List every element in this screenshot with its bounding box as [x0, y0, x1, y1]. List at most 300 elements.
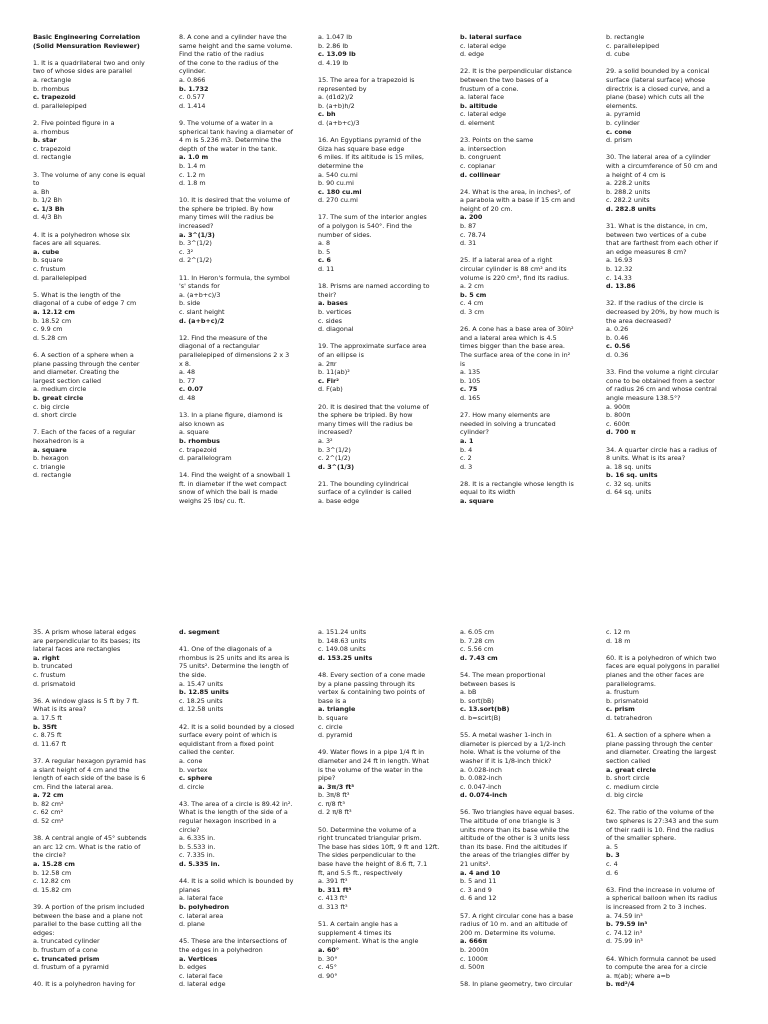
question-stem-line: diagonal of a cube of edge 7 cm: [33, 299, 137, 308]
answer-option: a. 0.028-inch: [460, 765, 502, 774]
answer-option: a. 6.335 in.: [179, 834, 216, 843]
answer-option: a. rhombus: [33, 127, 70, 136]
answer-option: d. frustum of a pyramid: [33, 963, 109, 972]
question-stem-line: 58. In plane geometry, two circular: [460, 980, 573, 989]
question-stem-line: the sphere be tripled. By how: [179, 204, 274, 213]
answer-option: a. 6.05 cm: [460, 628, 494, 636]
question-item: [606, 368, 768, 437]
question-stem-line: is increased from 2 to 3 inches.: [606, 903, 707, 911]
correct-answer-option: b. polyhedron: [179, 903, 230, 911]
correct-answer-option: b. great circle: [33, 393, 84, 402]
question-stem-line: weighs 25 lbs/ cu. ft.: [179, 497, 246, 506]
question-stem-line: plane (base) which cuts all the: [606, 93, 705, 102]
question-stem-line: lateral faces are rectangles: [33, 645, 121, 654]
question-stem-line: two of whose sides are parallel: [33, 67, 132, 76]
answer-option: a. lateral face: [179, 894, 224, 903]
question-stem-line: 31. What is the distance, in cm,: [606, 222, 708, 231]
correct-answer-option: d. 5.335 in.: [179, 860, 220, 869]
question-stem-line: 56. Two triangles have equal bases.: [460, 808, 575, 817]
question-stem-line: angle measure 138.5°?: [606, 393, 681, 402]
question-stem-line: of radius 26 cm and whose central: [606, 385, 717, 394]
answer-option: b. frustum of a cone: [33, 945, 98, 954]
question-stem-line: many times will the radius be: [318, 419, 413, 428]
question-item: [179, 723, 312, 792]
question-item: [318, 342, 458, 394]
question-stem-line: 48. Every section of a cone made: [318, 670, 426, 679]
answer-option: c. π/8 ft³: [318, 799, 345, 808]
question-item: [179, 937, 312, 989]
answer-option: b. 12.32: [606, 265, 633, 274]
correct-answer-option: a. 12.12 cm: [33, 308, 75, 316]
question-stem-line: 19. The approximate surface area: [318, 342, 427, 351]
answer-option: c. 62 cm²: [33, 808, 64, 817]
page-top-band: [0, 33, 768, 610]
question-item: [318, 213, 458, 273]
answer-option: c. big circle: [33, 402, 70, 411]
question-item: [606, 33, 768, 59]
correct-answer-option: c. truncated prism: [33, 954, 100, 963]
answer-option: a. 540 cu.mi: [318, 170, 358, 179]
question-stem-line: 27. How many elements are: [460, 411, 551, 420]
question-stem-line: Giza has square base edge: [318, 144, 405, 153]
answer-option: d. 270 cu.mi: [318, 196, 358, 205]
answer-option: b. 77: [179, 376, 196, 385]
question-item: [33, 59, 166, 111]
answer-option: c. 2: [460, 454, 472, 463]
question-item: [318, 136, 458, 205]
question-item: [318, 920, 458, 980]
question-item: [318, 33, 458, 67]
answer-option: a. bB: [460, 688, 477, 697]
answer-option: b. (a+b)h/2: [318, 101, 355, 110]
question-stem-line: 12. Find the measure of the: [179, 333, 268, 342]
question-item: [33, 171, 166, 223]
answer-option: d. 0.36: [606, 350, 629, 359]
answer-option: d. plane: [179, 920, 205, 929]
correct-answer-option: b. 5 cm: [460, 290, 487, 299]
answer-option: c. 78.74: [460, 230, 486, 239]
answer-option: c. trapezoid: [179, 445, 217, 454]
correct-answer-option: c. 13.09 lb: [318, 50, 356, 59]
answer-option: d. 12.58 units: [179, 705, 224, 714]
answer-option: a. 151.24 units: [318, 628, 367, 636]
question-item: [606, 446, 768, 498]
correct-answer-option: a. 666π: [460, 937, 488, 946]
answer-option: d. parallelepiped: [33, 273, 87, 282]
answer-option: d. 4/3 Bh: [33, 213, 62, 222]
answer-option: b. 0.082-inch: [460, 774, 503, 783]
correct-answer-option: b. rhombus: [179, 436, 220, 445]
answer-option: b. 87: [460, 222, 477, 231]
question-stem-line: snow of which the ball is made: [179, 488, 278, 497]
question-item: [606, 731, 768, 800]
question-item: [460, 325, 605, 402]
answer-option: d. F(ab): [318, 385, 343, 394]
answer-option: c. 3²: [179, 247, 194, 256]
question-stem-line: units more than its base while the: [460, 825, 570, 834]
answer-option: d. 64 sq. units: [606, 488, 652, 497]
answer-option: c. lateral edge: [460, 41, 507, 50]
question-stem-line: is the volume of the water in the: [318, 765, 423, 774]
answer-option: d. 3: [460, 462, 473, 471]
answer-option: c. 1.2 m: [179, 170, 205, 179]
question-item: [318, 826, 458, 912]
question-item: [460, 256, 605, 316]
question-item: [318, 480, 458, 506]
question-stem-line: parallelograms.: [606, 679, 656, 688]
correct-answer-option: a. cube: [33, 247, 60, 256]
page-bottom-band: [0, 628, 768, 1024]
correct-answer-option: a. Vertices: [179, 954, 218, 963]
question-item: [460, 808, 605, 903]
question-stem-line: 8. A cone and a cylinder have the: [179, 33, 287, 41]
answer-option: b. 3^(1/2): [179, 239, 212, 248]
answer-option: d. cube: [606, 50, 630, 59]
question-stem-line: and a lateral area which is 4.5: [460, 333, 557, 342]
page-column: [312, 628, 458, 1024]
question-item: [179, 471, 312, 505]
answer-option: d. 313 ft³: [318, 903, 348, 911]
answer-option: c. circle: [318, 722, 343, 731]
question-item: [460, 628, 605, 662]
question-stem-line: The base has sides 10ft, 9 ft and 12ft.: [318, 842, 440, 851]
question-stem-line: a spherical balloon when its radius: [606, 894, 718, 903]
correct-answer-option: b. 79.59 in³: [606, 920, 648, 929]
answer-option: c. frustum: [33, 265, 66, 274]
question-stem-line: 3. The volume of any cone is equal: [33, 170, 146, 179]
answer-option: d. element: [460, 118, 495, 127]
question-stem-line: volume is 220 cm³, find its radius.: [460, 273, 570, 282]
question-stem-line: surface (lateral surface) whose: [606, 75, 706, 84]
question-item: [179, 274, 312, 326]
question-stem-line: a slant height of 4 cm and the: [33, 765, 130, 774]
answer-option: a. 135: [460, 368, 481, 377]
question-item: [33, 291, 166, 343]
question-stem-line: 28. It is a rectangle whose length is: [460, 479, 574, 488]
correct-answer-option: d. 13.86: [606, 282, 636, 291]
question-stem-line: 4 m is 5.236 m3. Determine the: [179, 136, 282, 145]
correct-answer-option: a. 60°: [318, 945, 340, 954]
question-item: [460, 188, 605, 248]
answer-option: d. 6 and 12: [460, 894, 497, 903]
question-item: [460, 912, 605, 972]
question-item: [179, 628, 312, 637]
answer-option: d. 90°: [318, 971, 338, 980]
question-item: [33, 697, 166, 749]
answer-option: b. 0.46: [606, 333, 629, 342]
answer-option: b. hexagon: [33, 454, 69, 463]
question-item: [606, 299, 768, 359]
question-stem-line: a height of 4 cm is: [606, 170, 666, 179]
question-stem-line: with a circumference of 50 cm and: [606, 161, 718, 170]
question-stem-line: 23. Points on the same: [460, 136, 534, 145]
page-column: [458, 33, 605, 610]
answer-option: c. 149.08 units: [318, 645, 366, 654]
question-stem-line: 22. It is the perpendicular distance: [460, 67, 572, 76]
correct-answer-option: a. 3^(1/3): [179, 230, 215, 239]
answer-option: b. cylinder: [606, 118, 640, 127]
answer-option: c. triangle: [33, 462, 66, 471]
answer-option: d. 6: [606, 868, 619, 877]
question-item: [460, 731, 605, 800]
answer-option: a. intersection: [460, 144, 506, 153]
question-stem-line: to: [33, 179, 40, 188]
answer-option: b. 2000π: [460, 945, 489, 954]
question-stem-line: 32. If the radius of the circle is: [606, 299, 704, 308]
question-stem-line: The sides perpendicular to the: [318, 851, 416, 860]
question-stem-line: 61. A section of a sphere when a: [606, 731, 711, 740]
question-stem-line: determine the: [318, 161, 364, 170]
correct-answer-option: b. 3: [606, 851, 620, 860]
correct-answer-option: c. 1/3 Bh: [33, 204, 65, 213]
question-stem-line: equidistant from a fixed point: [179, 739, 274, 748]
question-stem-line: 54. The mean proportional: [460, 670, 546, 679]
question-stem-line: 18. Prisms are named according to: [318, 282, 430, 291]
question-stem-line: height of 20 cm.: [460, 204, 513, 213]
correct-answer-option: a. great circle: [606, 765, 657, 774]
answer-option: b. 105: [460, 376, 481, 385]
answer-option: b. truncated: [33, 662, 73, 671]
question-stem-line: edges:: [33, 928, 55, 937]
question-stem-line: 50. Determine the volume of a: [318, 825, 417, 834]
answer-option: c. coplanar: [460, 161, 496, 170]
question-stem-line: that are farthest from each other if: [606, 239, 718, 248]
question-stem-line: two spheres is 27:343 and the sum: [606, 817, 719, 826]
answer-option: b. square: [33, 256, 63, 265]
question-stem-line: than its base. Find the altitudes if: [460, 842, 568, 851]
question-stem-line: 21 units².: [460, 860, 491, 869]
correct-answer-option: b. altitude: [460, 101, 498, 110]
question-stem-line: 38. A central angle of 45° subtends: [33, 834, 147, 843]
correct-answer-option: d. (a+b+c)/2: [179, 316, 225, 325]
question-item: [33, 834, 166, 894]
answer-option: c. 7.335 in.: [179, 851, 215, 860]
question-stem-line: 36. A window glass is 5 ft by 7 ft.: [33, 696, 139, 705]
question-item: [318, 628, 458, 662]
question-stem-line: of an ellipse is: [318, 350, 364, 359]
answer-option: a. 3²: [318, 436, 333, 445]
answer-option: d. rectangle: [33, 471, 72, 480]
correct-answer-option: b. 311 ft³: [318, 885, 352, 894]
question-stem-line: 2. Five pointed figure in a: [33, 118, 115, 127]
answer-option: c. 0.577: [179, 93, 205, 102]
answer-option: d. 18 m: [606, 636, 631, 645]
document-title-line: (Solid Mensuration Reviewer): [33, 41, 140, 50]
question-stem-line: 7. Each of the faces of a regular: [33, 428, 136, 437]
answer-option: b. 1.4 m: [179, 161, 206, 170]
answer-option: a. 48: [179, 368, 196, 377]
question-item: [33, 351, 166, 420]
question-stem-line: of the smaller sphere.: [606, 834, 677, 843]
question-item: [33, 903, 166, 972]
answer-option: c. medium circle: [606, 782, 659, 791]
correct-answer-option: b. 35ft: [33, 722, 57, 731]
answer-option: b. 5.533 in.: [179, 842, 216, 851]
page-column: [458, 628, 605, 1024]
question-stem-line: cone to be obtained from a sector: [606, 376, 715, 385]
answer-option: b. 12.58 cm: [33, 868, 72, 877]
answer-option: a. 18 sq. units: [606, 462, 652, 471]
answer-option: d. 48: [179, 393, 196, 402]
answer-option: d. 4.19 lb: [318, 58, 349, 67]
question-stem-line: is: [460, 359, 466, 368]
question-item: [179, 196, 312, 265]
answer-option: c. 9.9 cm: [33, 325, 63, 334]
question-item: [460, 480, 605, 506]
question-stem-line: diameter is pierced by a 1/2-inch: [460, 739, 566, 748]
page-column: [0, 33, 166, 610]
answer-option: d. b=scirt(B): [460, 713, 501, 722]
question-item: [318, 282, 458, 334]
question-stem-line: an arc 12 cm. What is the ratio of: [33, 842, 141, 851]
answer-option: c. lateral edge: [460, 110, 507, 119]
answer-option: b. short circle: [606, 774, 650, 783]
correct-answer-option: b. 12.85 units: [179, 688, 229, 697]
question-stem-line: frustum of a cone.: [460, 84, 519, 93]
question-item: [606, 955, 768, 989]
question-stem-line: directrix is a closed curve, and a: [606, 84, 711, 93]
correct-answer-option: c. cone: [606, 127, 632, 136]
question-stem-line: 10. It is desired that the volume of: [179, 196, 290, 205]
answer-option: b. rhombus: [33, 84, 70, 93]
answer-option: c. 74.12 in³: [606, 928, 643, 937]
question-stem-line: 62. The ratio of the volume of the: [606, 808, 714, 817]
question-stem-line: the sphere be tripled. By how: [318, 411, 413, 420]
answer-option: b. 800π: [606, 411, 631, 420]
correct-answer-option: c. Fir²: [318, 376, 339, 385]
answer-option: c. slant height: [179, 308, 225, 316]
correct-answer-option: d. 7.43 cm: [460, 653, 498, 662]
answer-option: b. side: [179, 299, 201, 308]
answer-option: b. 82 cm²: [33, 799, 64, 808]
answer-option: d. rectangle: [33, 153, 72, 162]
answer-option: b. 90 cu.mi: [318, 179, 354, 188]
answer-option: a. 0.26: [606, 325, 629, 334]
answer-option: a. lateral face: [460, 93, 505, 102]
question-stem-line: diameter and 24 ft in length. What: [318, 756, 429, 765]
correct-answer-option: a. square: [33, 445, 67, 454]
correct-answer-option: a. bases: [318, 299, 348, 308]
question-stem-line: section called: [606, 756, 651, 765]
question-stem-line: 4. It is a polyhedron whose six: [33, 230, 131, 239]
answer-option: a. 2 cm: [460, 282, 484, 291]
correct-answer-option: b. 1.732: [179, 84, 209, 93]
answer-option: c. 600π: [606, 419, 630, 428]
question-stem-line: times bigger than the base area.: [460, 342, 565, 351]
answer-option: d. 5.28 cm: [33, 333, 68, 342]
answer-option: b. 5: [318, 247, 331, 256]
correct-answer-option: a. 1.0 m: [179, 153, 209, 162]
question-stem-line: Find the ratio of the radius: [179, 50, 264, 59]
question-stem-line: 42. It is a solid bounded by a closed: [179, 722, 295, 731]
answer-option: b. 3^(1/2): [318, 445, 351, 454]
question-stem-line: an edge measures 8 cm?: [606, 247, 687, 256]
question-stem-line: 200 m. Determine its volume.: [460, 928, 556, 937]
question-stem-line: 25. If a lateral area of a right: [460, 256, 553, 265]
answer-option: d. parallelogram: [179, 454, 232, 463]
question-stem-line: 75 units². Determine the length of: [179, 662, 289, 671]
question-stem-line: washer if it is 1/8-inch thick?: [460, 756, 552, 765]
answer-option: a. truncated cylinder: [33, 937, 100, 946]
question-item: [460, 411, 605, 471]
question-stem-line: faces are equal polygons in parallel: [606, 662, 720, 671]
answer-option: d. diagonal: [318, 325, 354, 334]
answer-option: b. 4: [460, 445, 473, 454]
answer-option: a. 900π: [606, 402, 631, 411]
answer-option: d. 31: [460, 239, 477, 248]
answer-option: d. 11.67 ft: [33, 739, 67, 748]
question-stem-line: base have the height of 8.6 ft, 7.1: [318, 860, 428, 869]
question-stem-line: 11. In Heron's formula, the symbol: [179, 273, 290, 282]
correct-answer-option: d. 700 π: [606, 428, 636, 437]
answer-option: c. frustum: [33, 670, 66, 679]
question-stem-line: the circle?: [33, 851, 66, 860]
answer-option: c. lateral face: [179, 971, 223, 980]
answer-option: c. lateral area: [179, 911, 224, 920]
answer-option: c. sides: [318, 316, 342, 325]
answer-option: a. 391 ft³: [318, 877, 348, 886]
question-stem-line: hole. What is the volume of the: [460, 748, 561, 757]
question-stem-line: the areas of the triangles differ by: [460, 851, 570, 860]
answer-option: b. 30°: [318, 954, 338, 963]
question-item: [179, 411, 312, 463]
answer-option: a. pyramid: [606, 110, 641, 119]
question-stem-line: hexahedron is a: [33, 436, 85, 445]
question-stem-line: between the base and a plane not: [33, 911, 143, 920]
question-stem-line: 63. Find the increase in volume of: [606, 885, 715, 894]
question-stem-line: planes: [179, 885, 201, 894]
answer-option: a. 17.5 ft: [33, 713, 62, 722]
answer-option: b. sort(bB): [460, 696, 494, 705]
answer-option: c. 32 sq. units: [606, 479, 651, 488]
question-stem-line: and diameter. Creating the largest: [606, 748, 717, 757]
correct-answer-option: c. 180 cu.mi: [318, 187, 362, 196]
question-stem-line: called the center.: [179, 748, 235, 757]
question-stem-line: ft. in diameter if the wet compact: [179, 479, 287, 488]
question-item: [460, 136, 605, 179]
answer-option: d. prismatoid: [33, 679, 76, 688]
answer-option: d. (a+b+c)/3: [318, 118, 360, 127]
question-stem-line: circle?: [179, 825, 200, 834]
question-stem-line: pipe?: [318, 774, 336, 783]
answer-option: a. 2πr: [318, 359, 337, 368]
question-stem-line: 34. A quarter circle has a radius of: [606, 445, 717, 454]
question-stem-line: length of each side of the base is 6: [33, 774, 146, 783]
question-item: [318, 76, 458, 128]
answer-option: c. 282.2 units: [606, 196, 650, 205]
question-stem-line: their?: [318, 290, 337, 299]
question-stem-line: 40. It is a polyhedron having for: [33, 980, 136, 989]
question-stem-line: depth of the water in the tank.: [179, 144, 278, 153]
question-stem-line: cylinder.: [179, 67, 206, 76]
answer-option: a. medium circle: [33, 385, 87, 394]
correct-answer-option: d. 3^(1/3): [318, 462, 355, 471]
answer-option: b. 7.28 cm: [460, 636, 495, 645]
question-stem-line: between bases is: [460, 679, 516, 688]
question-item: [460, 67, 605, 127]
answer-option: d. short circle: [33, 411, 77, 420]
answer-option: b. 288.2 units: [606, 187, 651, 196]
question-item: [460, 671, 605, 723]
answer-option: b. vertex: [179, 765, 208, 774]
correct-answer-option: a. right: [33, 653, 60, 662]
question-stem-line: also known as: [179, 419, 225, 428]
question-item: [606, 808, 768, 877]
page-column: [166, 33, 312, 610]
question-stem-line: of a polygon is 540°. Find the: [318, 222, 412, 231]
answer-option: d. lateral edge: [179, 980, 226, 989]
question-stem-line: planes and the other faces are: [606, 670, 705, 679]
